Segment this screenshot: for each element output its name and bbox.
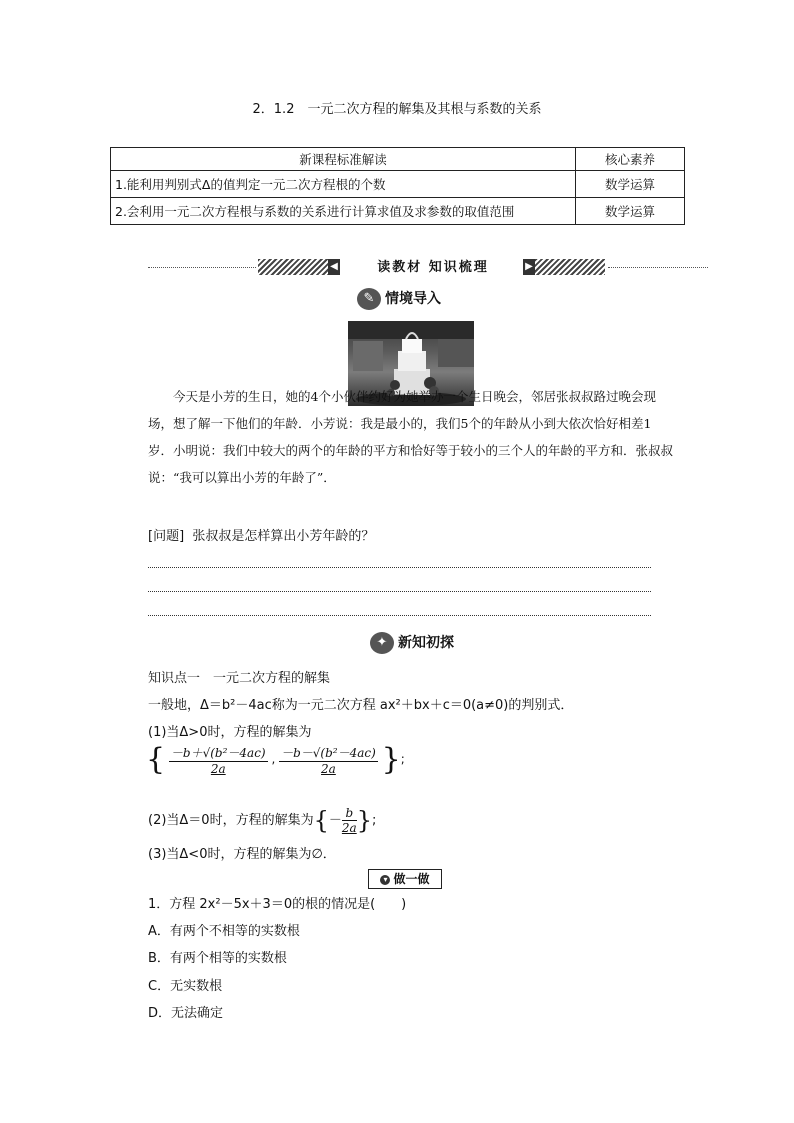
fraction-denominator: 2a (321, 761, 336, 776)
practice-tag (368, 869, 442, 889)
new-knowledge-label: 新知初探 (398, 635, 454, 651)
practice-tag-label: 做一做 (393, 872, 430, 886)
table-cell-core: 数学运算 (576, 171, 685, 198)
intro-heading-label: 情境导入 (385, 291, 441, 307)
fraction-root-1 (169, 744, 268, 776)
table-header-core: 核心素养 (576, 148, 685, 171)
table-row (111, 171, 685, 198)
fraction-root-2 (279, 744, 378, 776)
option-a: A．有两个不相等的实数根 (148, 924, 300, 939)
brace-right: } (356, 806, 372, 835)
banner-hatch-left (258, 259, 328, 275)
discriminant-definition: 一般地，Δ＝b²－4ac称为一元二次方程 ax²＋bx＋c＝0(a≠0)的判别式． (148, 698, 574, 713)
knowledge-point-title: 知识点一 一元二次方程的解集 (148, 671, 331, 686)
brace-left: { (313, 806, 329, 835)
page-title: 2．1.2 一元二次方程的解集及其根与系数的关系 (252, 102, 542, 117)
intro-paragraph: 今天是小芳的生日，她的4个小伙伴约好为她举办一个生日晚会，邻居张叔叔路过晚会现场，想了解一下他们的年龄．小芳说：我是最小的，我们5个的年龄从小到大依次恰好相差1岁．小明说：我们中较大的两个的年龄的平方和恰好等于较小的三个人的年龄的平方和．张叔叔说：“我可以算出小芳的年龄了”． (148, 389, 674, 485)
practice-icon: ▾ (380, 875, 390, 885)
banner-dotted-line-left (148, 267, 256, 268)
fraction-denominator: 2a (210, 761, 226, 776)
explore-icon: ✦ (370, 632, 394, 654)
question-text: 张叔叔是怎样算出小芳年龄的？ (192, 529, 375, 544)
brace-right: } (381, 742, 401, 777)
fraction-numerator: －b＋√(b²－4ac) (170, 745, 266, 760)
banner-hatch-right (535, 259, 605, 275)
triangle-left-icon: ◀ (328, 259, 340, 275)
option-d: D．无法确定 (148, 1006, 224, 1021)
fraction-denominator: 2a (341, 821, 357, 835)
triangle-right-icon: ▶ (523, 259, 535, 275)
fraction-numerator: b (342, 806, 357, 821)
fraction-numerator: －b－√(b²－4ac) (281, 745, 376, 760)
table-cell-standard: 1.能利用判别式Δ的值判定一元二次方程根的个数 (111, 171, 576, 198)
banner-dotted-line-right (608, 267, 708, 268)
standards-table (110, 147, 685, 225)
table-cell-core: 数学运算 (576, 198, 685, 225)
answer-line (148, 591, 651, 592)
question-tag: [问题] (148, 529, 185, 544)
banner-title: 读教材 知识梳理 (377, 260, 489, 275)
intro-question (148, 525, 374, 544)
option-b: B．有两个相等的实数根 (148, 951, 287, 966)
answer-line (148, 567, 651, 568)
option-c: C．无实数根 (148, 979, 223, 994)
brace-left: { (146, 742, 166, 777)
table-cell-standard: 2.会利用一元二次方程根与系数的关系进行计算求值及求参数的取值范围 (111, 198, 576, 225)
intro-heading (357, 288, 441, 310)
case-1: (1)当Δ>0时，方程的解集为 (148, 725, 312, 740)
case-2-text: (2)当Δ＝0时，方程的解集为 (148, 813, 314, 828)
scene-icon: ✎ (357, 288, 381, 310)
case-3: (3)当Δ<0时，方程的解集为∅． (148, 847, 336, 862)
case-1-solution-set: { $\frac{\text{－b＋√(b²－4ac)}}{2a}$ , $\frac{\text{－b－√(b²－4ac)}}{2a}$ }; (146, 742, 405, 777)
fraction-double-root (342, 806, 357, 835)
section-banner (148, 257, 708, 279)
case-2: (2)当Δ＝0时，方程的解集为{－ $\frac{b}{2a}$ }; (148, 806, 377, 835)
new-knowledge-heading (370, 632, 454, 654)
practice-question: 1．方程 2x²－5x＋3＝0的根的情况是( ) (148, 897, 407, 912)
answer-line (148, 615, 651, 616)
table-row (111, 198, 685, 225)
table-header-standards: 新课程标准解读 (111, 148, 576, 171)
